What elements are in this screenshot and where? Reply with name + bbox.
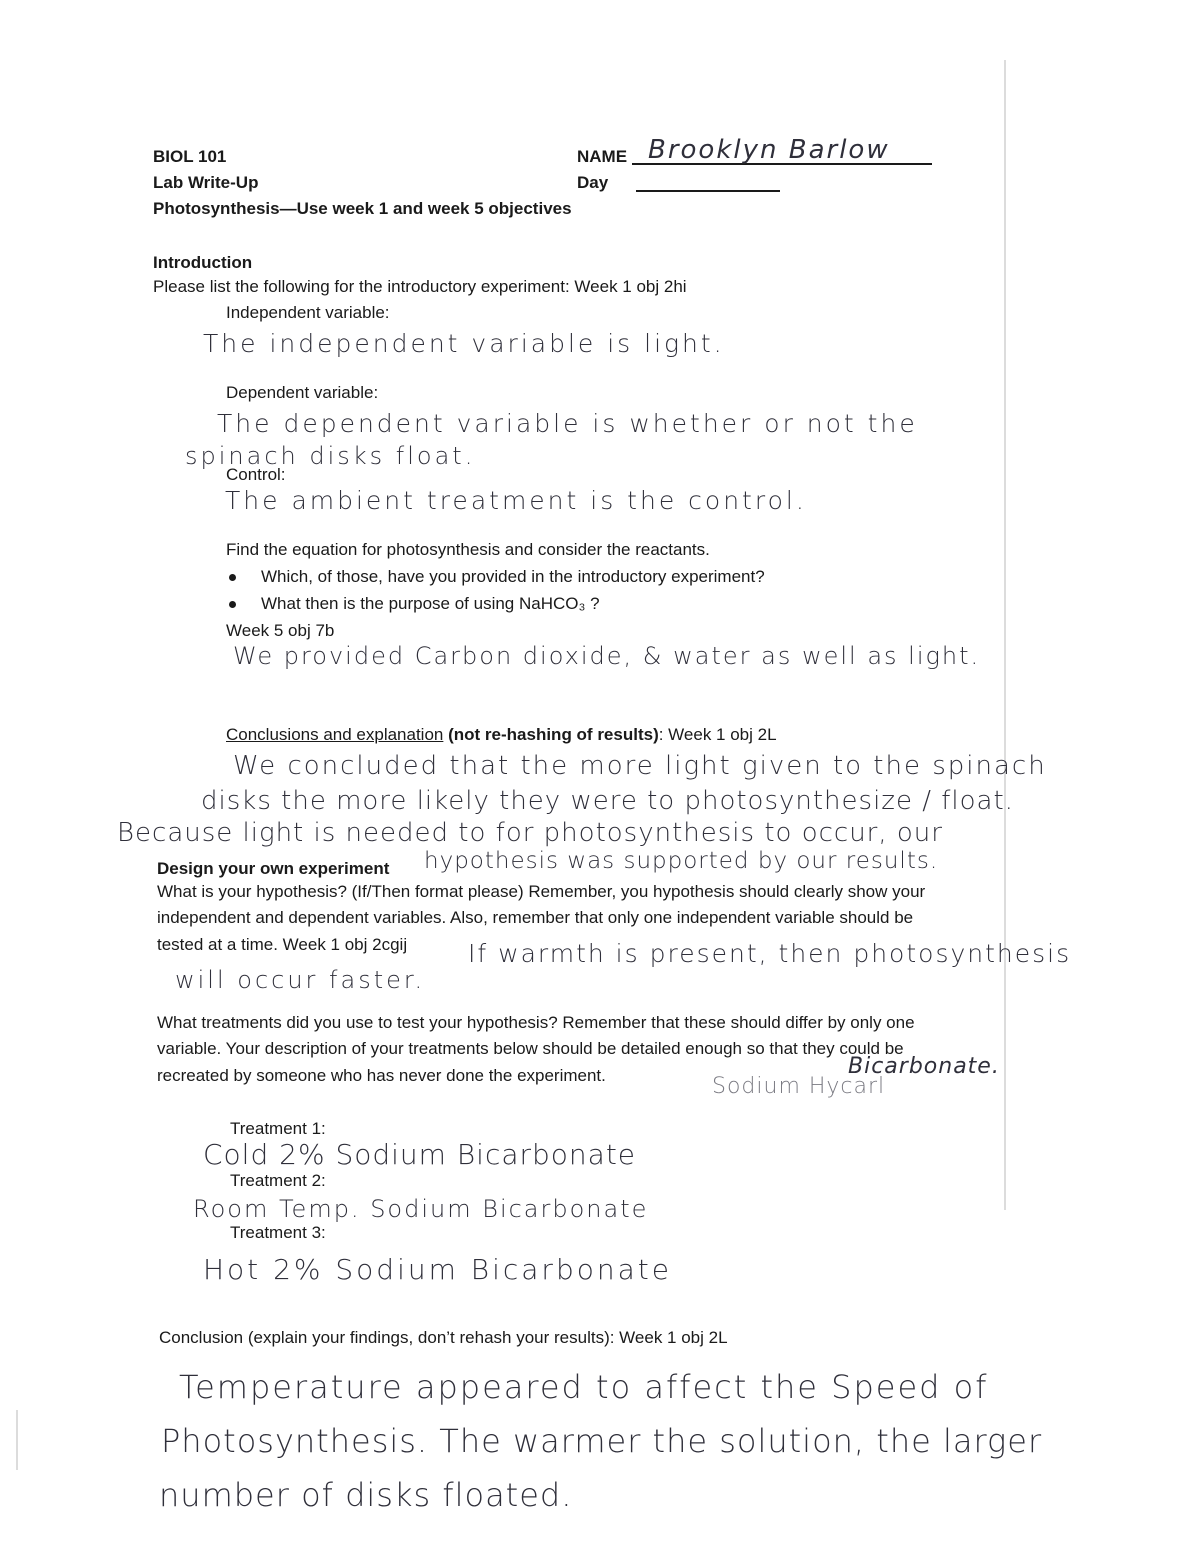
bullet-dot	[229, 601, 236, 608]
treatment-3-answer: Hot 2% Sodium Bicarbonate	[203, 1253, 672, 1286]
hypothesis-prompt-line1: What is your hypothesis? (If/Then format please) Remember, you hypothesis should clearly show your	[157, 882, 926, 901]
independent-variable-answer: The independent variable is light.	[203, 329, 725, 358]
reactants-question: Which, of those, have you provided in the introductory experiment?	[261, 567, 765, 586]
treatments-note-crossed: Sodium Hycarl	[712, 1074, 886, 1099]
hypothesis-prompt-line3: tested at a time. Week 1 obj 2cgij	[157, 935, 408, 954]
dependent-variable-label: Dependent variable:	[226, 383, 379, 402]
conclusions-heading-title: Conclusions and explanation	[226, 725, 444, 744]
conclusions-answer-line4: hypothesis was supported by our results.	[424, 848, 939, 874]
treatment-2-answer: Room Temp. Sodium Bicarbonate	[193, 1195, 649, 1223]
week5-objective: Week 5 obj 7b	[226, 621, 335, 640]
treatments-note-bicarbonate: Bicarbonate.	[848, 1054, 1000, 1079]
treatment-2-label: Treatment 2:	[230, 1171, 326, 1190]
nahco3-question: What then is the purpose of using NaHCO₃ ?	[261, 594, 600, 613]
final-conclusion-line2: Photosynthesis. The warmer the solution, the larger	[161, 1422, 1043, 1460]
dependent-variable-answer-line2: spinach disks float.	[185, 442, 476, 470]
day-label: Day	[577, 173, 609, 192]
final-conclusion-line3: number of disks floated.	[159, 1476, 573, 1514]
independent-variable-label: Independent variable:	[226, 303, 390, 322]
treatment-1-label: Treatment 1:	[230, 1119, 326, 1138]
reactants-answer: We provided Carbon dioxide, & water as well as light.	[233, 642, 981, 670]
conclusions-heading-note: (not re-hashing of results)	[448, 725, 659, 744]
control-label: Control:	[226, 465, 286, 484]
conclusions-heading	[226, 725, 777, 745]
treatments-prompt-line3: recreated by someone who has never done the experiment.	[157, 1066, 606, 1085]
scan-edge-line	[1004, 60, 1006, 1210]
dependent-variable-answer-line1: The dependent variable is whether or not the	[217, 409, 918, 438]
hypothesis-answer-line2: will occur faster.	[175, 966, 426, 994]
intro-prompt: Please list the following for the introductory experiment: Week 1 obj 2hi	[153, 277, 687, 296]
lab-subject: Photosynthesis—Use week 1 and week 5 objectives	[153, 199, 572, 218]
bullet-dot	[229, 574, 236, 581]
course-code: BIOL 101	[153, 147, 227, 166]
control-answer: The ambient treatment is the control.	[225, 486, 807, 515]
treatment-1-answer: Cold 2% Sodium Bicarbonate	[203, 1138, 637, 1171]
name-label: NAME	[577, 147, 628, 166]
treatments-prompt-line1: What treatments did you use to test your hypothesis? Remember that these should differ by only one	[157, 1013, 915, 1032]
treatment-3-label: Treatment 3:	[230, 1223, 326, 1242]
introduction-heading: Introduction	[153, 253, 253, 272]
student-name: Brooklyn Barlow	[648, 135, 890, 165]
writeup-title: Lab Write-Up	[153, 173, 259, 192]
conclusions-answer-line2: disks the more likely they were to photosynthesize / float.	[201, 786, 1014, 816]
treatments-prompt-line2: variable. Your description of your treatments below should be detailed enough so that they could be	[157, 1039, 904, 1058]
day-underline	[636, 190, 780, 192]
hypothesis-prompt-line2: independent and dependent variables. Also, remember that only one independent variable should be	[157, 908, 914, 927]
design-heading: Design your own experiment	[157, 859, 390, 878]
equation-prompt: Find the equation for photosynthesis and consider the reactants.	[226, 540, 710, 559]
conclusions-heading-objective: : Week 1 obj 2L	[658, 725, 777, 744]
scan-edge-line	[16, 1410, 18, 1470]
final-conclusion-line1: Temperature appeared to affect the Speed of	[179, 1368, 989, 1406]
conclusions-answer-line1: We concluded that the more light given to the spinach	[233, 751, 1047, 781]
hypothesis-answer-line1: If warmth is present, then photosynthesis	[468, 939, 1072, 968]
final-conclusion-prompt: Conclusion (explain your findings, don’t rehash your results): Week 1 obj 2L	[159, 1328, 728, 1347]
conclusions-answer-line3: Because light is needed to for photosynthesis to occur, our	[117, 818, 943, 848]
